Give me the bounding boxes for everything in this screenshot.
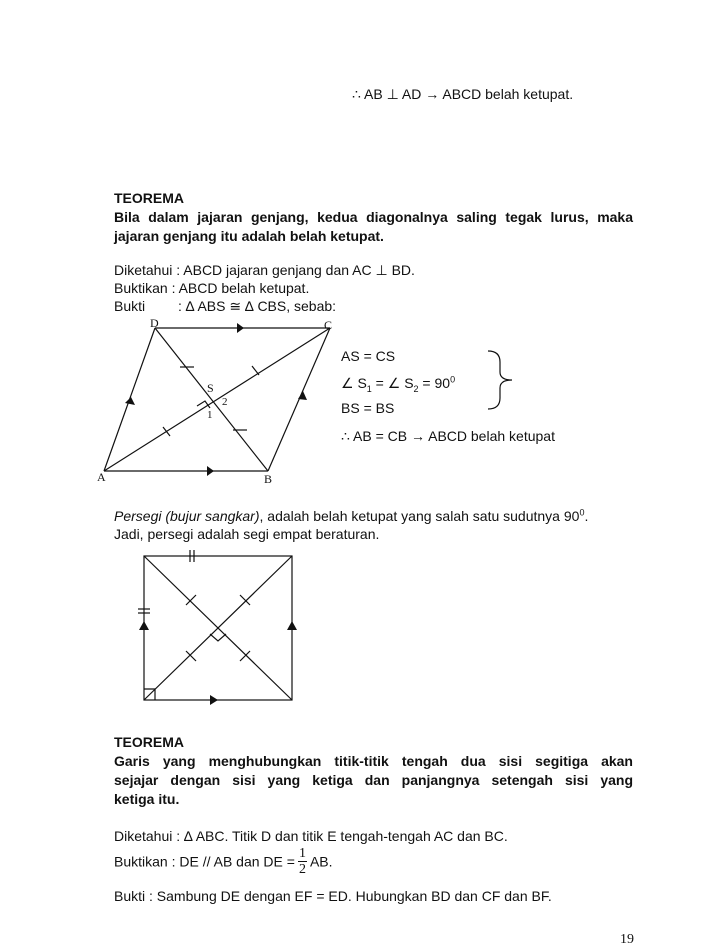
page-number: 19 — [620, 932, 634, 947]
theorem1-bukti-label: Bukti — [114, 298, 146, 314]
persegi-line2: Jadi, persegi adalah segi empat beraturan. — [114, 526, 380, 542]
label-D: D — [150, 316, 159, 330]
reason-conclusion: ∴ AB = CB → ABCD belah ketupat — [341, 428, 555, 444]
theorem2-bukti: Bukti : Sambung DE dengan EF = ED. Hubungkan BD dan CF dan BF. — [114, 888, 552, 904]
top-conclusion: ∴ AB ⊥ AD → ABCD belah ketupat. — [352, 86, 574, 102]
label-B: B — [264, 472, 273, 486]
reason-bs-bs: BS = BS — [341, 400, 395, 416]
reason-as-cs: AS = CS — [341, 348, 396, 364]
persegi-line1: Persegi (bujur sangkar), adalah belah ketupat yang salah satu sudutnya $90^0$. — [114, 507, 589, 524]
label-S: S — [207, 381, 214, 395]
theorem2-statement-line3: ketiga itu. — [114, 791, 180, 807]
theorem1-statement-line2: jajaran genjang itu adalah belah ketupat. — [114, 228, 384, 244]
theorem2-diketahui: Diketahui : ∆ ABC. Titik D dan titik E tengah-tengah AC dan BC. — [114, 828, 508, 844]
theorem1-buktikan: Buktikan : ABCD belah ketupat. — [114, 280, 310, 296]
label-C: C — [324, 318, 333, 332]
theorem2-buktikan: Buktikan : DE // AB dan DE = $\frac{1}{2}$ AB. — [114, 846, 333, 877]
theorem2-statement-line2: sejajar dengan sisi yang ketiga dan panjangnya setengah sisi yang — [114, 772, 633, 788]
theorem1-heading: TEOREMA — [114, 190, 184, 206]
theorem1-statement-line1: Bila dalam jajaran genjang, kedua diagonalnya saling tegak lurus, maka — [114, 209, 633, 225]
reason-angle: ∠ $S_1$ = ∠ $S_2 = 90^0$ — [341, 374, 456, 394]
theorem1-bukti-text: : ∆ ABS ≅ ∆ CBS, sebab: — [178, 298, 337, 314]
theorem2-heading: TEOREMA — [114, 734, 184, 750]
fraction-half: $\frac{1}{2}$ — [298, 846, 306, 877]
label-angle-1: 1 — [207, 409, 213, 421]
label-angle-2: 2 — [222, 396, 228, 408]
theorem1-diketahui: Diketahui : ABCD jajaran genjang dan AC ⊥ BD. — [114, 262, 415, 278]
label-A: A — [97, 470, 106, 484]
theorem2-statement-line1: Garis yang menghubungkan titik-titik tengah dua sisi segitiga akan — [114, 753, 633, 769]
